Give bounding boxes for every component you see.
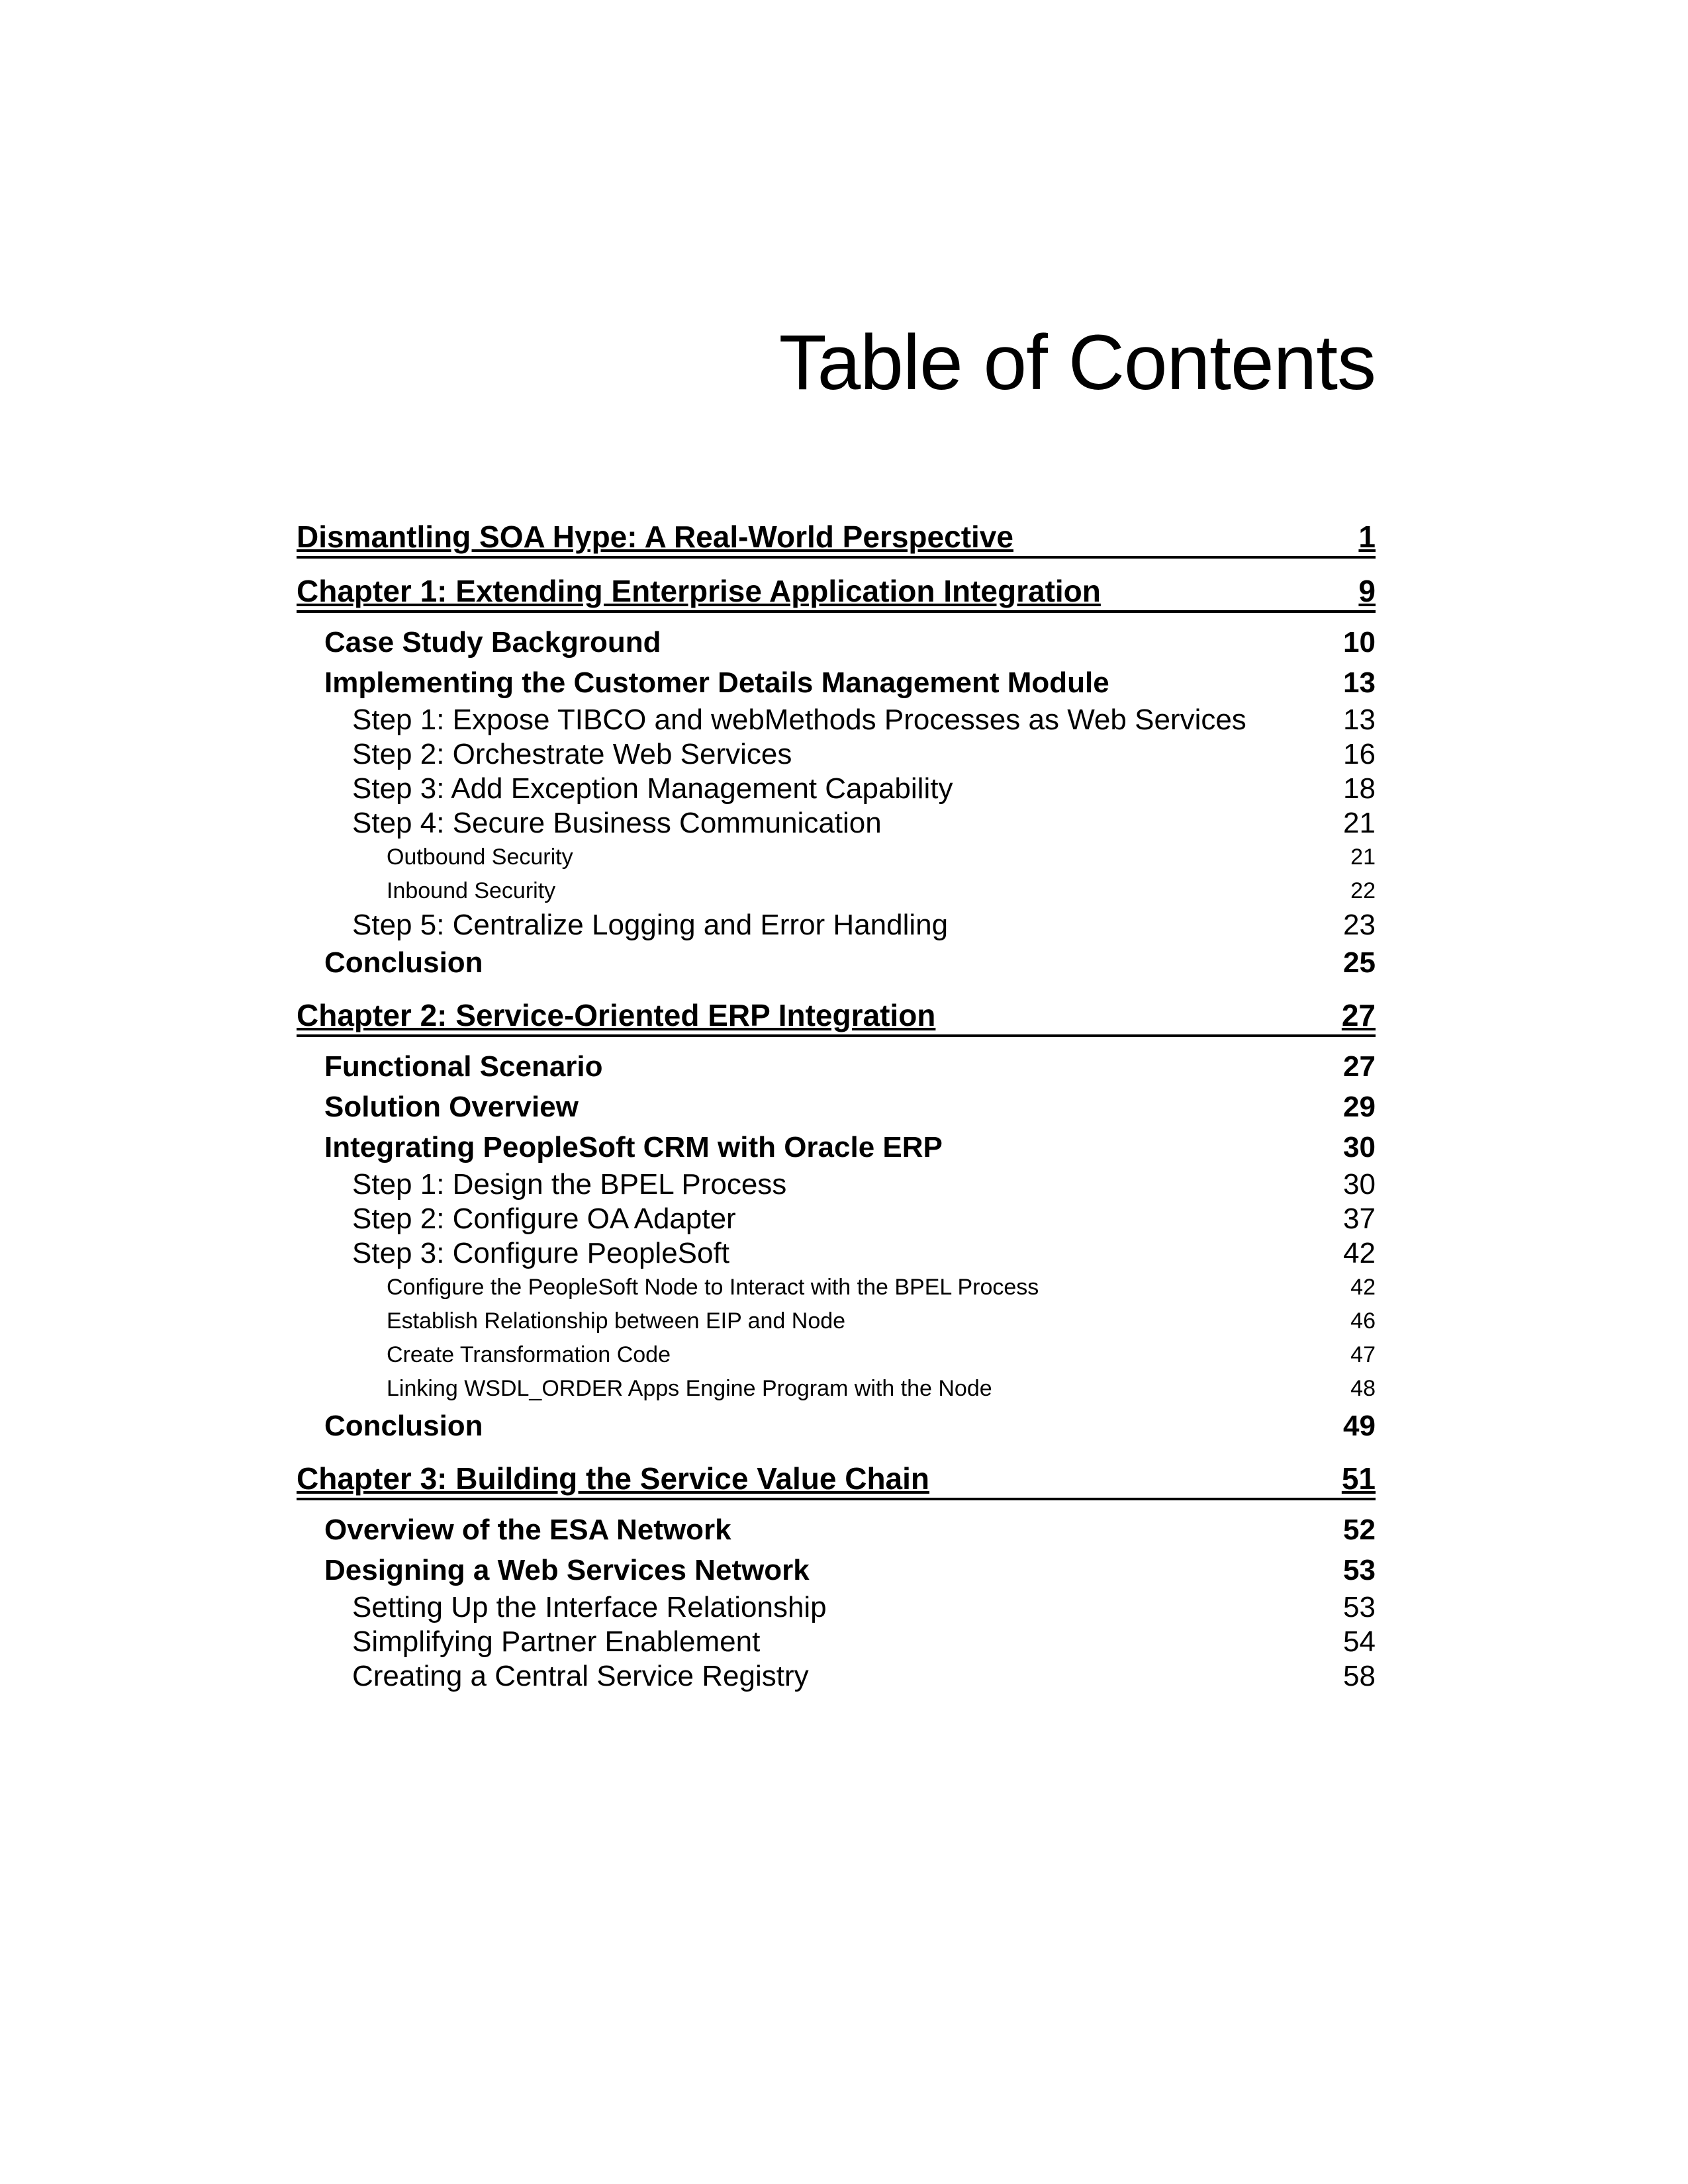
- toc-entry-title: Configure the PeopleSoft Node to Interact with the BPEL Process: [387, 1275, 1039, 1300]
- toc-entry-title: Establish Relationship between EIP and Node: [387, 1308, 846, 1334]
- toc-entry-title: Solution Overview: [324, 1091, 579, 1123]
- toc-entry-title: Simplifying Partner Enablement: [352, 1625, 761, 1658]
- toc-subsection-entry[interactable]: [297, 806, 1376, 841]
- toc-entry-page: 13: [1343, 704, 1376, 736]
- toc-subsection-entry[interactable]: [297, 737, 1376, 772]
- toc-entry-page: 42: [1343, 1237, 1376, 1269]
- toc-entry-title: Step 3: Add Exception Management Capability: [352, 772, 953, 805]
- toc-chapter-entry[interactable]: [297, 573, 1376, 613]
- toc-entry-page: 25: [1343, 946, 1376, 979]
- toc-entry-title: Step 4: Secure Business Communication: [352, 807, 882, 839]
- toc-entry-title: Creating a Central Service Registry: [352, 1660, 809, 1692]
- toc-minor-entry[interactable]: [297, 1372, 1376, 1406]
- toc-entry-title: Step 3: Configure PeopleSoft: [352, 1237, 729, 1269]
- toc-entry-page: 30: [1343, 1131, 1376, 1163]
- toc-entry-page: 10: [1343, 626, 1376, 659]
- toc-subsection-entry[interactable]: [297, 703, 1376, 737]
- toc-subsection-entry[interactable]: [297, 1625, 1376, 1659]
- table-of-contents: [297, 519, 1376, 1694]
- toc-section-entry[interactable]: [297, 622, 1376, 662]
- toc-entry-page: 51: [1341, 1461, 1376, 1496]
- toc-entry-title: Step 1: Design the BPEL Process: [352, 1168, 787, 1201]
- toc-entry-page: 22: [1350, 878, 1376, 903]
- toc-entry-title: Linking WSDL_ORDER Apps Engine Program with the Node: [387, 1376, 992, 1401]
- toc-minor-entry[interactable]: [297, 841, 1376, 874]
- toc-entry-page: 1: [1358, 520, 1376, 554]
- toc-entry-page: 42: [1350, 1275, 1376, 1300]
- toc-entry-page: 58: [1343, 1660, 1376, 1692]
- toc-subsection-entry[interactable]: [297, 1236, 1376, 1271]
- toc-minor-entry[interactable]: [297, 1338, 1376, 1372]
- toc-entry-title: Case Study Background: [324, 626, 661, 659]
- toc-section-entry[interactable]: [297, 1087, 1376, 1127]
- toc-entry-page: 53: [1343, 1554, 1376, 1586]
- toc-section-entry[interactable]: [297, 1406, 1376, 1446]
- toc-subsection-entry[interactable]: [297, 1659, 1376, 1694]
- toc-entry-page: 23: [1343, 909, 1376, 941]
- toc-section-entry[interactable]: [297, 1550, 1376, 1590]
- toc-entry-page: 52: [1343, 1514, 1376, 1546]
- toc-entry-page: 47: [1350, 1342, 1376, 1367]
- toc-subsection-entry[interactable]: [297, 908, 1376, 942]
- toc-entry-title: Step 2: Configure OA Adapter: [352, 1203, 736, 1235]
- toc-entry-page: 54: [1343, 1625, 1376, 1658]
- toc-entry-title: Step 5: Centralize Logging and Error Handling: [352, 909, 949, 941]
- toc-entry-page: 27: [1341, 998, 1376, 1032]
- toc-minor-entry[interactable]: [297, 1271, 1376, 1304]
- toc-entry-page: 53: [1343, 1591, 1376, 1623]
- toc-entry-page: 13: [1343, 666, 1376, 699]
- toc-entry-page: 18: [1343, 772, 1376, 805]
- toc-section-entry[interactable]: [297, 1510, 1376, 1550]
- toc-entry-title: Implementing the Customer Details Management Module: [324, 666, 1109, 699]
- toc-entry-title: Dismantling SOA Hype: A Real-World Perspective: [297, 520, 1013, 554]
- toc-entry-page: 16: [1343, 738, 1376, 770]
- toc-chapter-entry[interactable]: [297, 997, 1376, 1037]
- toc-subsection-entry[interactable]: [297, 1202, 1376, 1236]
- toc-part-entry[interactable]: [297, 519, 1376, 559]
- toc-minor-entry[interactable]: [297, 874, 1376, 908]
- toc-entry-title: Chapter 1: Extending Enterprise Application Integration: [297, 574, 1101, 608]
- toc-section-entry[interactable]: [297, 942, 1376, 983]
- toc-minor-entry[interactable]: [297, 1304, 1376, 1338]
- toc-entry-title: Chapter 3: Building the Service Value Chain: [297, 1461, 930, 1496]
- toc-entry-title: Step 2: Orchestrate Web Services: [352, 738, 792, 770]
- toc-subsection-entry[interactable]: [297, 1167, 1376, 1202]
- toc-entry-title: Designing a Web Services Network: [324, 1554, 810, 1586]
- toc-entry-page: 27: [1343, 1050, 1376, 1083]
- toc-entry-page: 21: [1343, 807, 1376, 839]
- toc-entry-title: Create Transformation Code: [387, 1342, 671, 1367]
- toc-section-entry[interactable]: [297, 1127, 1376, 1167]
- toc-entry-page: 49: [1343, 1410, 1376, 1442]
- toc-entry-title: Conclusion: [324, 946, 483, 979]
- toc-subsection-entry[interactable]: [297, 1590, 1376, 1625]
- toc-entry-title: Integrating PeopleSoft CRM with Oracle ERP: [324, 1131, 943, 1163]
- toc-entry-page: 46: [1350, 1308, 1376, 1334]
- toc-entry-title: Chapter 2: Service-Oriented ERP Integration: [297, 998, 936, 1032]
- toc-entry-title: Setting Up the Interface Relationship: [352, 1591, 827, 1623]
- toc-entry-title: Outbound Security: [387, 844, 573, 870]
- toc-entry-title: Step 1: Expose TIBCO and webMethods Processes as Web Services: [352, 704, 1246, 736]
- toc-entry-title: Conclusion: [324, 1410, 483, 1442]
- toc-section-entry[interactable]: [297, 662, 1376, 703]
- toc-subsection-entry[interactable]: [297, 772, 1376, 806]
- page-title: Table of Contents: [778, 319, 1376, 406]
- toc-entry-page: 21: [1350, 844, 1376, 870]
- toc-entry-title: Functional Scenario: [324, 1050, 603, 1083]
- toc-entry-page: 30: [1343, 1168, 1376, 1201]
- toc-entry-title: Overview of the ESA Network: [324, 1514, 731, 1546]
- toc-entry-page: 48: [1350, 1376, 1376, 1401]
- toc-entry-page: 9: [1358, 574, 1376, 608]
- toc-entry-page: 37: [1343, 1203, 1376, 1235]
- toc-section-entry[interactable]: [297, 1046, 1376, 1087]
- toc-entry-title: Inbound Security: [387, 878, 556, 903]
- toc-chapter-entry[interactable]: [297, 1461, 1376, 1500]
- toc-entry-page: 29: [1343, 1091, 1376, 1123]
